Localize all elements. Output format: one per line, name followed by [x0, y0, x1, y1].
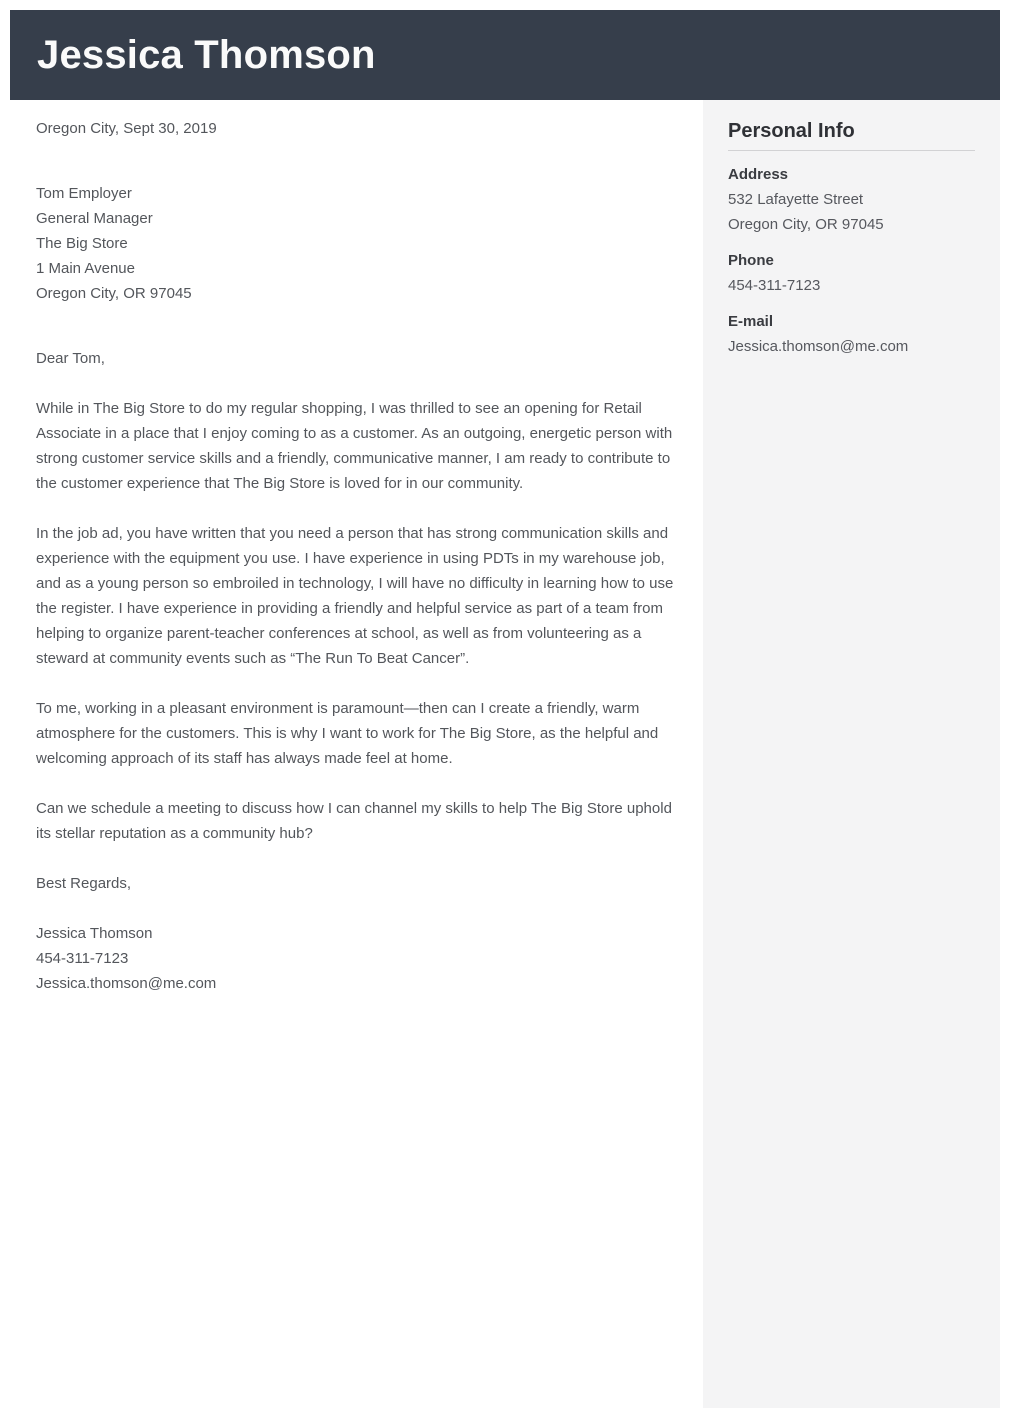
personal-info-sidebar [703, 100, 1000, 1408]
signature-name: Jessica Thomson [36, 925, 153, 942]
letter-paragraph-1: While in The Big Store to do my regular shopping, I was thrilled to see an opening for Retail Associate in a place that I enjoy coming to as a customer. As an outgoing, energetic person with strong customer service skills and a friendly, communicative manner, I am ready to contribute to the customer experience that The Big Store is loved for in our community. [36, 400, 673, 492]
letter-paragraph-2: In the job ad, you have written that you need a person that has strong communication skills and experience with the equipment you use. I have experience in using PDTs in my warehouse job, and as a young person so embroiled in technology, I will have no difficulty in learning how to use the register. I have experience in providing a friendly and helpful service as part of a team from helping to organize parent-teacher conferences at school, as well as from volunteering as a steward at community events such as “The Run To Beat Cancer”. [36, 525, 674, 667]
sidebar-section-email [728, 309, 975, 359]
recipient-company: The Big Store [36, 235, 128, 252]
address-label: Address [728, 166, 789, 183]
sidebar-section-phone [728, 248, 975, 298]
sidebar-section-address [728, 162, 975, 237]
signature-phone: 454-311-7123 [36, 950, 129, 967]
signature-block [36, 921, 681, 996]
sidebar-title: Personal Info [728, 120, 975, 151]
letter-body [36, 100, 681, 1021]
recipient-job-title: General Manager [36, 210, 153, 227]
salutation: Dear Tom, [36, 350, 105, 367]
phone-label: Phone [728, 252, 774, 269]
letter-paragraph-4: Can we schedule a meeting to discuss how I can channel my skills to help The Big Store uphold its stellar reputation as a community hub? [36, 800, 672, 842]
address-city: Oregon City, OR 97045 [728, 216, 884, 233]
phone-value: 454-311-7123 [728, 277, 821, 294]
closing-line: Best Regards, [36, 875, 132, 892]
recipient-city: Oregon City, OR 97045 [36, 285, 192, 302]
recipient-block [36, 181, 681, 306]
recipient-street: 1 Main Avenue [36, 260, 135, 277]
letter-date: Oregon City, Sept 30, 2019 [36, 120, 217, 137]
address-street: 532 Lafayette Street [728, 191, 864, 208]
email-value: Jessica.thomson@me.com [728, 338, 909, 355]
page-title: Jessica Thomson [37, 33, 376, 77]
letter-header [10, 10, 1000, 100]
signature-email: Jessica.thomson@me.com [36, 975, 217, 992]
email-label: E-mail [728, 313, 774, 330]
recipient-name: Tom Employer [36, 185, 132, 202]
letter-paragraph-3: To me, working in a pleasant environment is paramount—then can I create a friendly, warm atmosphere for the customers. This is why I want to work for The Big Store, as the helpful and welcoming approach of its staff has always made feel at home. [36, 700, 659, 767]
